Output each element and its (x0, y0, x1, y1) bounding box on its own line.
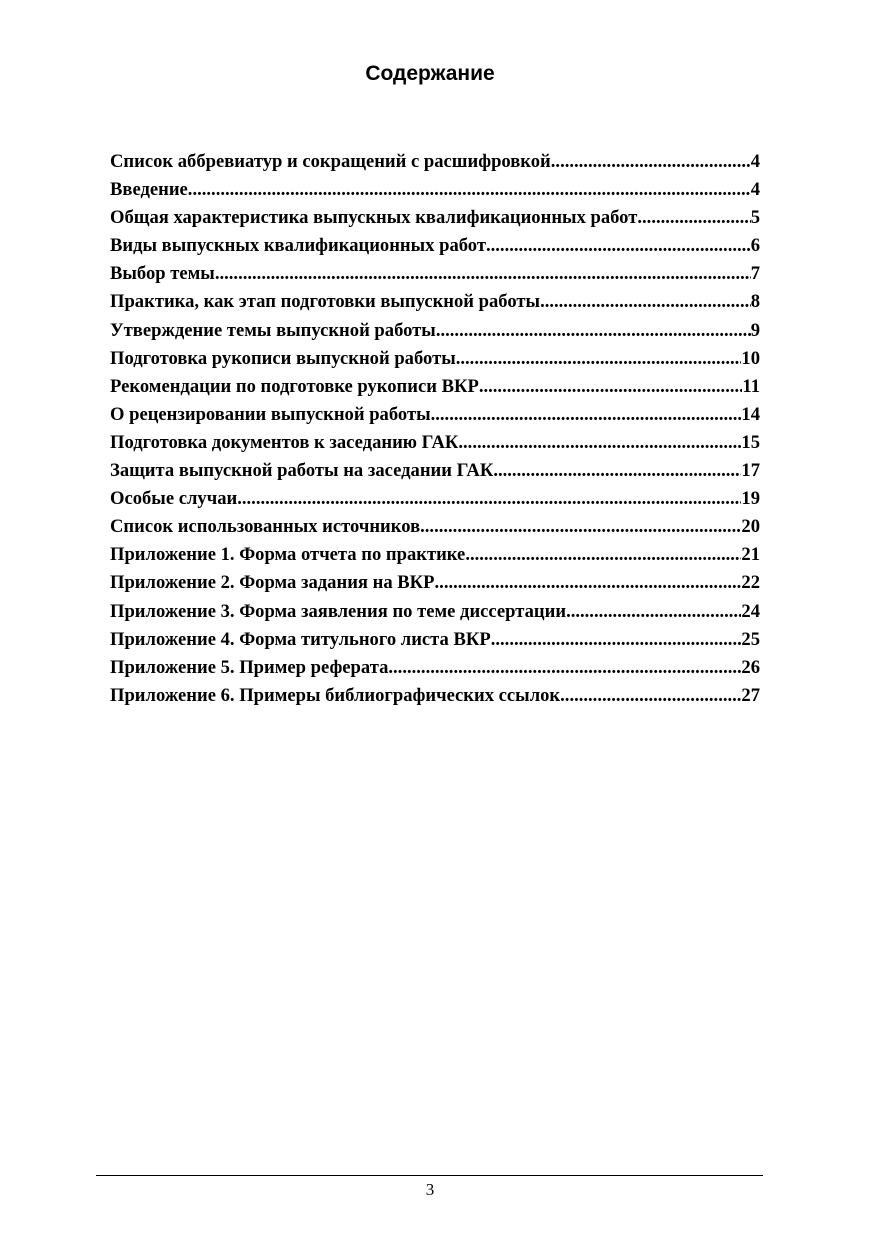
toc-entry[interactable] (110, 288, 760, 316)
dot-leader (566, 598, 741, 626)
toc-entry-title: Приложение 2. Форма задания на ВКР (110, 572, 435, 594)
toc-entry-page: 4 (750, 151, 760, 172)
dot-leader (540, 288, 751, 316)
toc-entry-page: 6 (750, 235, 760, 257)
toc-entry[interactable] (110, 176, 760, 204)
dot-leader (388, 654, 741, 682)
dot-leader (188, 176, 751, 204)
toc-entry-page: 15 (741, 431, 760, 453)
toc-entry[interactable] (110, 598, 760, 626)
footer-divider (96, 1175, 763, 1176)
toc-entry-title: Приложение 5. Пример реферата (110, 656, 389, 678)
toc-entry-title: Введение (110, 179, 188, 201)
toc-entry-title: Практика, как этап подготовки выпускной работы (110, 291, 541, 313)
dot-leader (458, 429, 741, 457)
toc-entry-title: Утверждение темы выпускной работы (110, 319, 436, 341)
toc-entry-page: 9 (750, 319, 760, 341)
dot-leader (560, 682, 741, 710)
dot-leader (465, 541, 741, 569)
toc-entry-title: Особые случаи (110, 488, 238, 510)
toc-entry-page: 8 (750, 291, 760, 313)
toc-entry[interactable] (110, 204, 760, 232)
toc-entry-title: Виды выпускных квалификационных работ (110, 235, 486, 257)
toc-entry-title: Приложение 4. Форма титульного листа ВКР (110, 628, 491, 650)
toc-entry-page: 20 (741, 516, 760, 538)
toc-entry-page: 21 (741, 544, 760, 566)
dot-leader (436, 317, 751, 345)
dot-leader (420, 513, 741, 541)
toc-entry-title: О рецензировании выпускной работы (110, 403, 431, 425)
toc-entry-page: 22 (741, 572, 760, 594)
toc-entry-page: 7 (750, 263, 760, 285)
toc-entry[interactable] (110, 373, 760, 401)
page-number: 3 (425, 1180, 435, 1199)
dot-leader (431, 401, 742, 429)
toc-entry-page: 5 (750, 207, 760, 229)
toc-entry-page: 19 (741, 488, 760, 510)
toc-entry-page: 14 (741, 403, 760, 425)
toc-entry-title: Подготовка документов к заседанию ГАК (110, 431, 459, 453)
toc-entry-page: 4 (750, 179, 760, 201)
toc-entry-title: Список использованных источников (110, 516, 421, 538)
toc-entry[interactable] (110, 513, 760, 541)
toc-entry-page: 26 (741, 656, 760, 678)
toc-entry-title: Список аббревиатур и сокращений с расшифровкой (110, 151, 551, 172)
toc-entry-page: 27 (741, 684, 760, 706)
toc-entry[interactable] (110, 260, 760, 288)
toc-entry[interactable] (110, 401, 760, 429)
toc-entry-page: 17 (741, 460, 760, 482)
toc-entry-title: Приложение 1. Форма отчета по практике (110, 544, 466, 566)
toc-entry[interactable] (110, 654, 760, 682)
toc-entry-title: Защита выпускной работы на заседании ГАК (110, 460, 494, 482)
toc-entry-page: 24 (741, 600, 760, 622)
toc-entry-title: Приложение 3. Форма заявления по теме диссертации (110, 600, 567, 622)
toc-entry[interactable] (110, 457, 760, 485)
dot-leader (435, 569, 742, 597)
toc-entry-page: 10 (741, 347, 760, 369)
toc-entry[interactable] (110, 429, 760, 457)
dot-leader (491, 626, 742, 654)
table-of-contents (110, 148, 760, 710)
dot-leader (637, 204, 750, 232)
toc-entry-page: 11 (742, 375, 760, 397)
toc-entry[interactable] (110, 317, 760, 345)
dot-leader (215, 260, 751, 288)
dot-leader (237, 485, 741, 513)
toc-entry-title: Общая характеристика выпускных квалификационных работ (110, 207, 638, 229)
toc-entry[interactable] (110, 541, 760, 569)
toc-entry-title: Подготовка рукописи выпускной работы (110, 347, 456, 369)
toc-entry[interactable] (110, 485, 760, 513)
toc-entry-title: Приложение 6. Примеры библиографических ссылок (110, 684, 561, 706)
toc-entry[interactable] (110, 682, 760, 710)
toc-entry-title: Выбор темы (110, 263, 215, 285)
toc-entry-title: Рекомендации по подготовке рукописи ВКР (110, 375, 479, 397)
toc-entry[interactable] (110, 626, 760, 654)
dot-leader (486, 232, 751, 260)
dot-leader (456, 345, 742, 373)
toc-entry[interactable] (110, 569, 760, 597)
toc-entry[interactable] (110, 345, 760, 373)
dot-leader (493, 457, 741, 485)
page-title: Содержание (365, 62, 495, 85)
dot-leader (551, 148, 751, 176)
dot-leader (479, 373, 743, 401)
toc-entry[interactable] (110, 148, 760, 176)
toc-entry[interactable] (110, 232, 760, 260)
toc-entry-page: 25 (741, 628, 760, 650)
